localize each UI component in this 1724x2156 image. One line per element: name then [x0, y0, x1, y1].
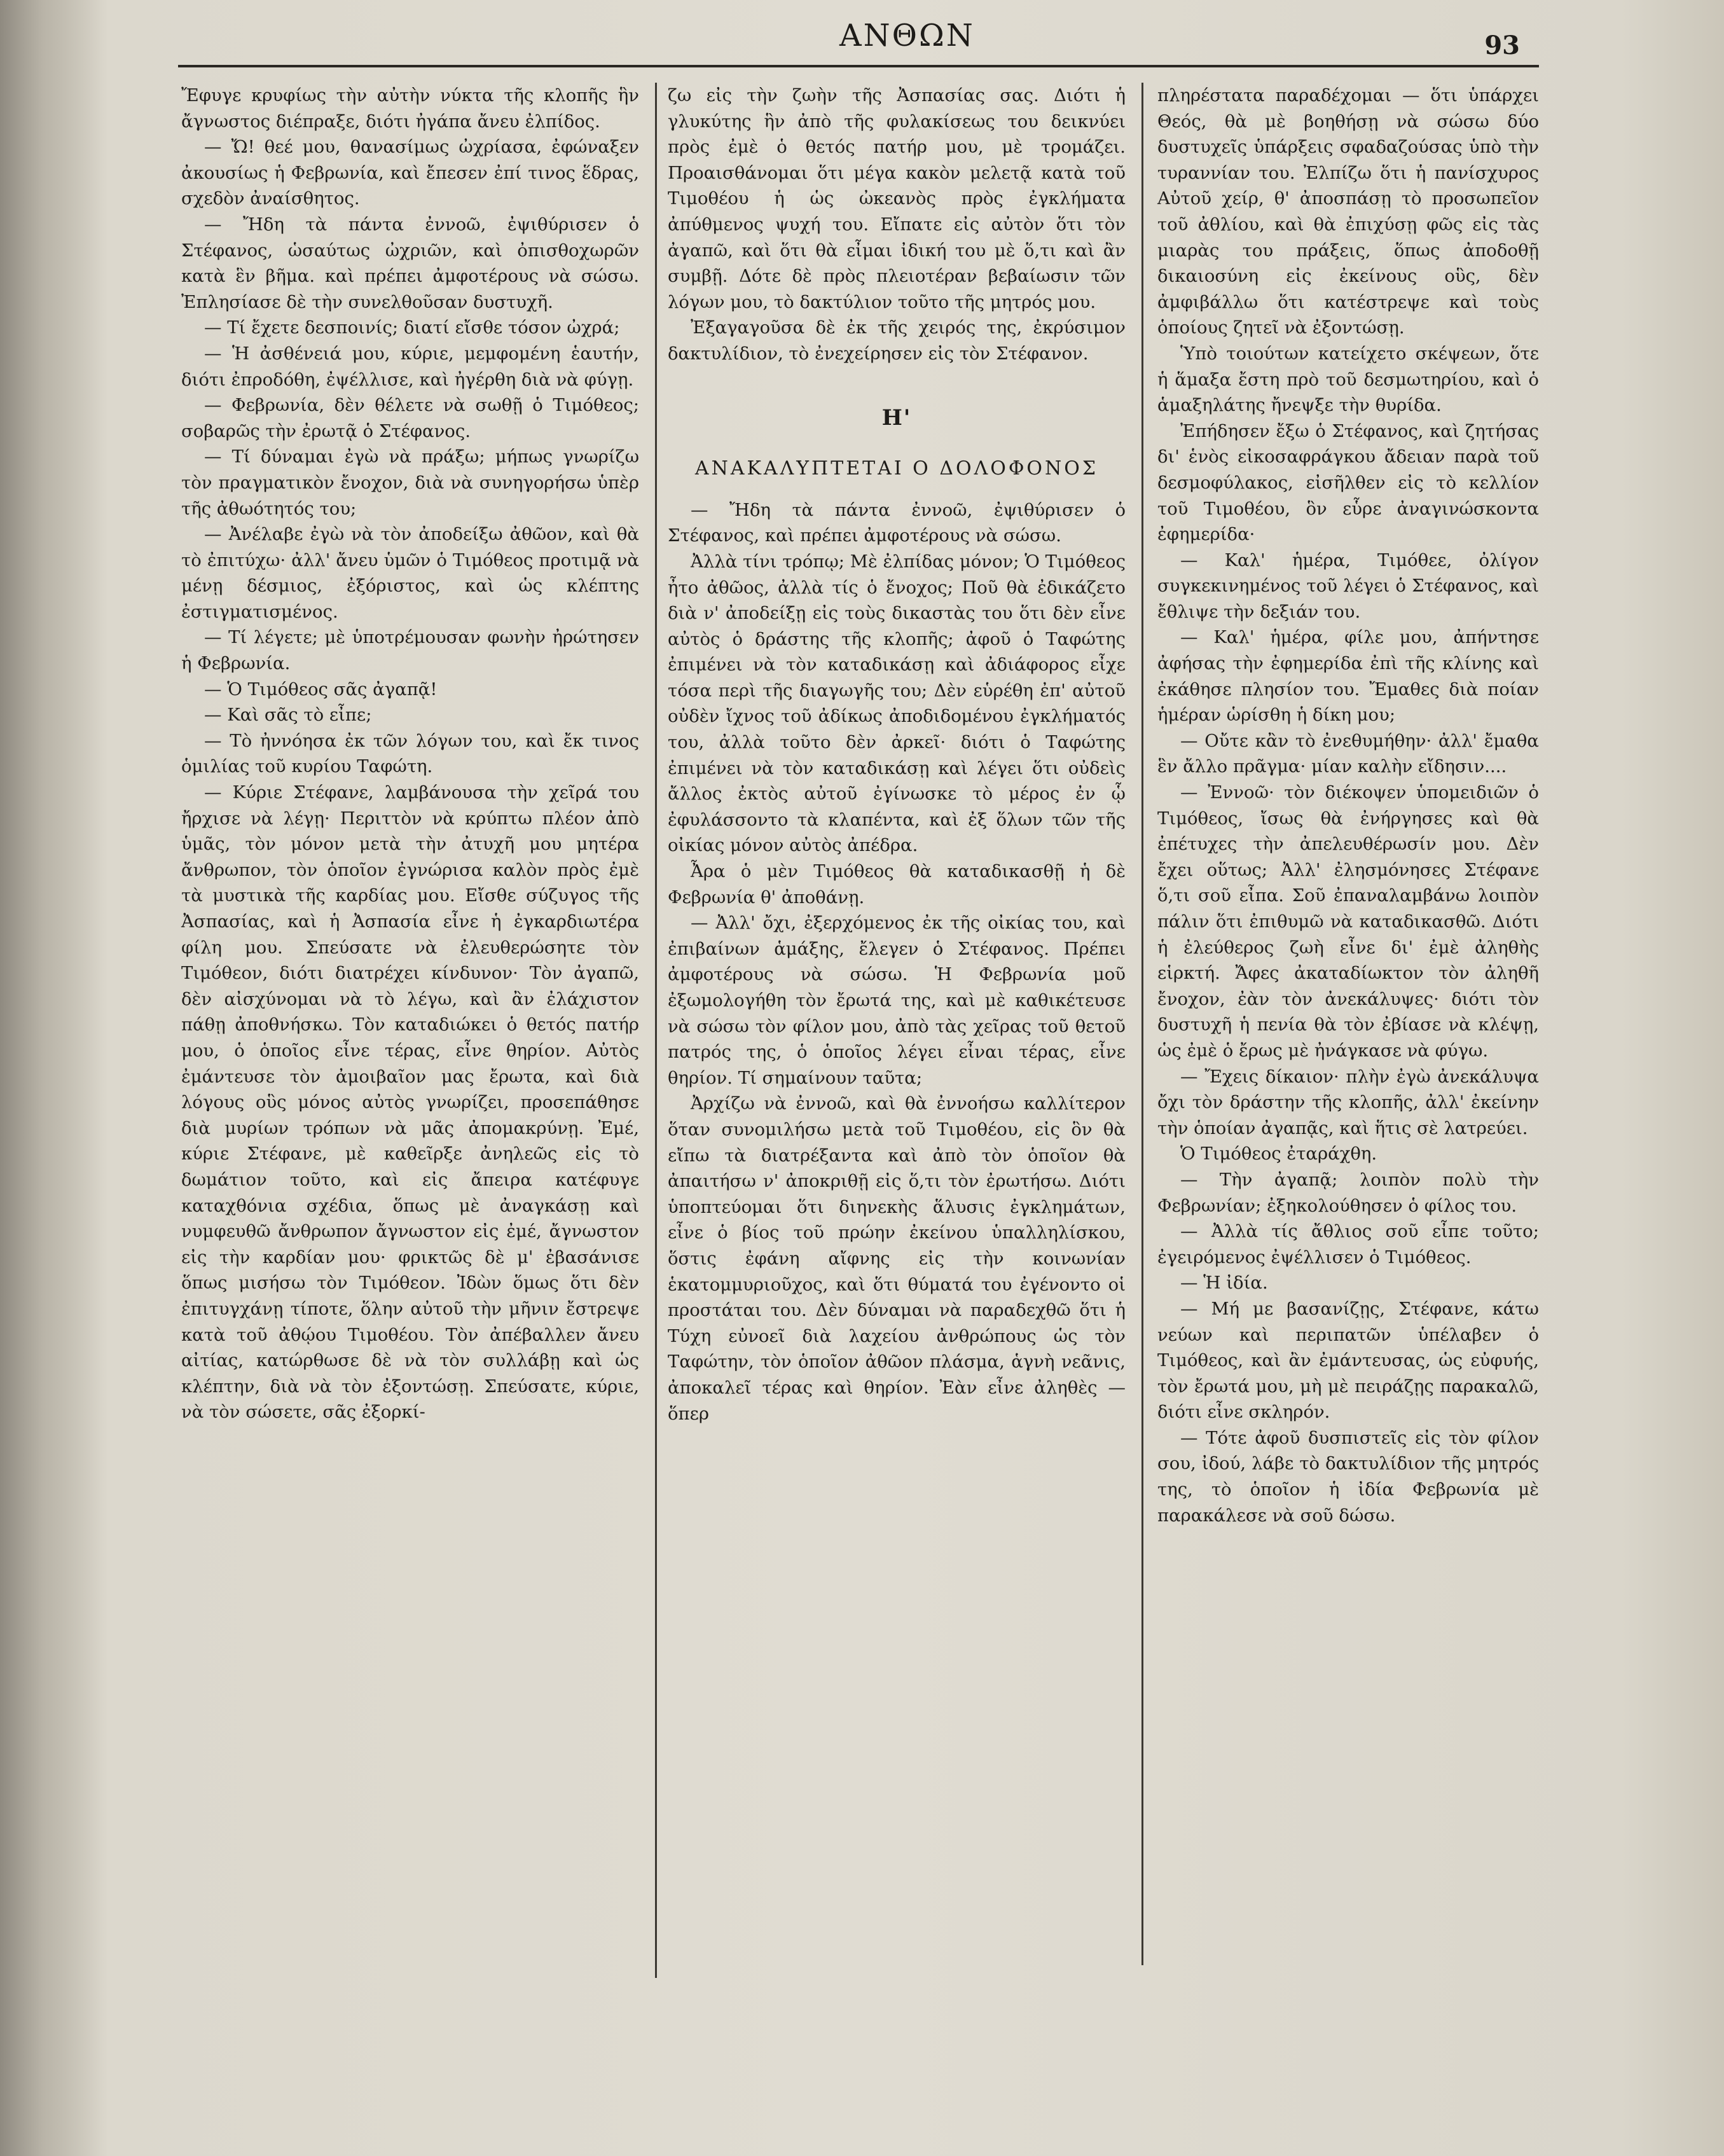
paragraph: — Μή με βασανίζῃς, Στέφανε, κάτω νεύων καὶ περιπατῶν ὑπέλαβεν ὁ Τιμόθεος, καὶ ἂν ἐμάντευσας, ὡς εὐφυής, τὸν ἔρωτά μου, μὴ μὲ πειράζῃς παρακαλῶ, διότι εἶνε σκληρόν.: [1157, 1298, 1539, 1423]
column-3: [1157, 83, 1539, 1991]
paragraph: — Καλ' ἡμέρα, φίλε μου, ἀπήντησε ἀφήσας τὴν ἐφημερίδα ἐπὶ τῆς κλίνης καὶ ἐκάθησε πλησίον του. Ἔμαθες διὰ ποίαν ἡμέραν ὡρίσθη ἡ δίκη μου;: [1157, 627, 1539, 726]
paragraph: — Καὶ σᾶς τὸ εἶπε;: [204, 705, 372, 726]
paragraph: — Τὸ ἠννόησα ἐκ τῶν λόγων του, καὶ ἔκ τινος ὁμιλίας τοῦ κυρίου Ταφώτη.: [181, 730, 639, 777]
paragraph: — Ἤδη τὰ πάντα ἐννοῶ, ἐψιθύρισεν ὁ Στέφανος, ὡσαύτως ὠχριῶν, καὶ ὀπισθοχωρῶν κατὰ ἓν βῆμα. καὶ πρέπει ἀμφοτέρους νὰ σώσω. Ἐπλησίασε δὲ τὴν συνελθοῦσαν δυστυχῆ.: [181, 214, 639, 312]
paragraph: — Φεβρωνία, δὲν θέλετε νὰ σωθῇ ὁ Τιμόθεος; σοβαρῶς τὴν ἐρωτᾷ ὁ Στέφανος.: [181, 395, 639, 441]
page-header: [178, 6, 1539, 73]
paragraph: — Ἡ ἀσθένειά μου, κύριε, μεμφομένη ἑαυτήν, διότι ἐπροδόθη, ἐψέλλισε, καὶ ἠγέρθη διὰ νὰ φύγῃ.: [181, 343, 639, 390]
paragraph: Ἔφυγε κρυφίως τὴν αὐτὴν νύκτα τῆς κλοπῆς ἣν ἄγνωστος διέπραξε, διότι ἠγάπα ἄνευ ἐλπίδος.: [181, 85, 639, 132]
paragraph: — Τί ἔχετε δεσποινίς; διατί εἴσθε τόσον ὠχρά;: [204, 317, 620, 338]
paragraph: — Καλ' ἡμέρα, Τιμόθεε, ὀλίγον συγκεκινημένος τοῦ λέγει ὁ Στέφανος, καὶ ἔθλιψε τὴν δεξιάν του.: [1157, 549, 1539, 622]
paragraph: — Τότε ἀφοῦ δυσπιστεῖς εἰς τὸν φίλον σου, ἰδού, λάβε τὸ δακτυλίδιον τῆς μητρός της, τὸ ὁποῖον ἡ ἰδία Φεβρωνία μὲ παρακάλεσε νὰ σοῦ δώσω.: [1157, 1427, 1539, 1526]
paragraph: Ἀρχίζω νὰ ἐννοῶ, καὶ θὰ ἐννοήσω καλλίτερον ὅταν συνομιλήσω μετὰ τοῦ Τιμοθέου, εἰς ὃν θὰ εἴπω τὰ διατρέξαντα καὶ ἀπὸ τὸν ὁποῖον θὰ ἀπαιτήσω ν' ἀποκριθῇ εἰς ὅ,τι τὸν ἐρωτήσω. Διότι ὑποπτεύομαι ὅτι διηνεκὴς ἅλυσις ἐγκλημάτων, εἶνε ὁ βίος τοῦ πρώην ἐκείνου ὑπαλληλίσκου, ὅστις ἐφάνη αἴφνης εἰς τὴν κοινωνίαν ἑκατομμυριοῦχος, καὶ ὅτι θύματά του ἐγένοντο οἱ προστάται του. Δὲν δύναμαι νὰ παραδεχθῶ ὅτι ἡ Τύχη εὐνοεῖ διὰ λαχείου ἀνθρώπους ὡς τὸν Ταφώτην, τὸν ὁποῖον ἀθῶον πλάσμα, ἁγνὴ νεᾶνις, ἀποκαλεῖ τέρας καὶ θηρίον. Ἐὰν εἶνε ἀληθὲς — ὅπερ: [668, 1093, 1126, 1424]
column-divider: [1141, 83, 1143, 1965]
header-rule: [178, 65, 1539, 67]
binding-shadow: [0, 0, 108, 2156]
paragraph: — Ὤ! θεέ μου, θανασίμως ὠχρίασα, ἐφώναξεν ἀκουσίως ἡ Φεβρωνία, καὶ ἔπεσεν ἐπί τινος ἕδρας, σχεδὸν ἀναίσθητος.: [181, 137, 639, 209]
paragraph: — Ἤδη τὰ πάντα ἐννοῶ, ἐψιθύρισεν ὁ Στέφανος, καὶ πρέπει ἀμφοτέρους νὰ σώσω.: [668, 499, 1126, 546]
column-divider: [655, 83, 657, 1978]
paragraph: — Ἀνέλαβε ἐγὼ νὰ τὸν ἀποδείξω ἀθῶον, καὶ θὰ τὸ ἐπιτύχω· ἀλλ' ἄνευ ὑμῶν ὁ Τιμόθεος προτιμᾷ νὰ μένῃ δέσμιος, ἐξόριστος, καὶ ὡς κλέπτης ἐστιγματισμένος.: [181, 524, 639, 622]
paragraph: Ὁ Τιμόθεος ἐταράχθη.: [1180, 1144, 1377, 1164]
paragraph: — Ἀλλὰ τίς ἄθλιος σοῦ εἶπε τοῦτο; ἐγειρόμενος ἐψέλλισεν ὁ Τιμόθεος.: [1157, 1221, 1539, 1268]
paragraph: — Τί λέγετε; μὲ ὑποτρέμουσαν φωνὴν ἠρώτησεν ἡ Φεβρωνία.: [181, 627, 639, 674]
chapter-number: Η': [881, 404, 912, 431]
paragraph: Ἀλλὰ τίνι τρόπῳ; Μὲ ἐλπίδας μόνον; Ὁ Τιμόθεος ἦτο ἀθῶος, ἀλλὰ τίς ὁ ἔνοχος; Ποῦ θὰ ἐδικάζετο διὰ ν' ἀποδείξῃ εἰς τοὺς δικαστὰς του ὅτι δὲν εἶνε αὐτὸς ὁ δράστης τῆς κλοπῆς; ἀφοῦ ὁ Ταφώτης ἐπιμένει νὰ τὸν καταδικάσῃ καὶ ἀδιάφορος εἶχε τόσα περὶ τῆς διαγωγῆς του; Δὲν εὑρέθη ἐπ' αὐτοῦ οὐδὲν ἴχνος τοῦ ἀδίκως ἀποδιδομένου ἐγκλήματός του, ἀλλὰ τοῦτο δὲν ἀρκεῖ· διότι ὁ Ταφώτης ἐπιμένει νὰ τὸν καταδικάσῃ καὶ λέγει ὅτι οὐδεὶς ἄλλος ἐκτὸς αὐτοῦ ἐγίνωσκε τὸ μέρος ἐν ᾧ ἐφυλάσσοντο τὰ κλαπέντα, καὶ ἐξ ὅλων τῶν τῆς οἰκίας μόνον αὐτὸς ἀπέδρα.: [668, 551, 1126, 856]
paragraph: — Ἀλλ' ὄχι, ἐξερχόμενος ἐκ τῆς οἰκίας του, καὶ ἐπιβαίνων ἁμάξης, ἔλεγεν ὁ Στέφανος. Πρέπει ἀμφοτέρους νὰ σώσω. Ἡ Φεβρωνία μοῦ ἐξωμολογήθη τὸν ἔρωτά της, καὶ μὲ καθικέτευσε νὰ σώσω τὸν φίλον μου, ἀπὸ τὰς χεῖρας τοῦ θετοῦ πατρός της, ὁ ὁποῖος λέγει εἶναι τέρας, εἶνε θηρίον. Τί σημαίνουν ταῦτα;: [668, 913, 1126, 1088]
paragraph: — Ἐννοῶ· τὸν διέκοψεν ὑπομειδιῶν ὁ Τιμόθεος, ἴσως θὰ ἐνήργησες καὶ θὰ ἐπέτυχες τὴν ἀπελευθέρωσίν μου. Δὲν ἔχει οὕτως; Ἀλλ' ἐλησμόνησες Στέφανε ὅ,τι σοῦ εἶπα. Σοῦ ἐπαναλαμβάνω λοιπὸν πάλιν ὅτι ἐπιθυμῶ νὰ καταδικασθῶ. Διότι ἡ ἐλεύθερος ζωὴ εἶνε δι' ἐμὲ ἀληθὴς εἱρκτή. Ἄφες ἀκαταδίωκτον τὸν ἀληθῆ ἔνοχον, ἐὰν τὸν ἀνεκάλυψες· διότι τὸν δυστυχῆ ἡ πενία θὰ τὸν ἐβίασε νὰ κλέψῃ, ὡς ἐμὲ ὁ ἔρως μὲ ἠνάγκασε νὰ φύγω.: [1157, 782, 1539, 1061]
paragraph: — Οὔτε κἂν τὸ ἐνεθυμήθην· ἀλλ' ἔμαθα ἓν ἄλλο πρᾶγμα· μίαν καλὴν εἴδησιν....: [1157, 730, 1539, 777]
paragraph: Ὑπὸ τοιούτων κατείχετο σκέψεων, ὅτε ἡ ἅμαξα ἔστη πρὸ τοῦ δεσμωτηρίου, καὶ ὁ ἁμαξηλάτης ἤνεψξε τὴν θυρίδα.: [1157, 343, 1539, 416]
paragraph: — Ἡ ἰδία.: [1180, 1273, 1268, 1294]
paragraph: — Τί δύναμαι ἐγὼ νὰ πράξω; μήπως γνωρίζω τὸν πραγματικὸν ἔνοχον, διὰ νὰ συνηγορήσω ὑπὲρ τῆς ἀθωότητός του;: [181, 446, 639, 519]
paragraph: — Ἔχεις δίκαιον· πλὴν ἐγὼ ἀνεκάλυψα ὄχι τὸν δράστην τῆς κλοπῆς, ἀλλ' ἐκείνην τὴν ὁποίαν ἀγαπᾷς, καὶ ἥτις σὲ λατρεύει.: [1157, 1066, 1539, 1138]
paragraph: — Ὁ Τιμόθεος σᾶς ἀγαπᾷ!: [204, 679, 438, 700]
paragraph: — Κύριε Στέφανε, λαμβάνουσα τὴν χεῖρά του ἤρχισε νὰ λέγῃ· Περιττὸν νὰ κρύπτω πλέον ἀπὸ ὑμᾶς, τὸν μόνον μετὰ τὴν ἀτυχῆ μου μητέρα ἄνθρωπον, τὸν ὁποῖον ἐγνώρισα καλὸν πρὸς ἐμὲ τὰ μυστικὰ τῆς καρδίας μου. Εἴσθε σύζυγος τῆς Ἀσπασίας, καὶ ἡ Ἀσπασία εἶνε ἡ ἐγκαρδιωτέρα φίλη μου. Σπεύσατε νὰ ἐλευθερώσητε τὸν Τιμόθεον, διότι διατρέχει κίνδυνον· Τὸν ἀγαπῶ, δὲν αἰσχύνομαι νὰ τὸ λέγω, καὶ ἂν ἐλάχιστον πάθῃ ἀποθνήσκω. Τὸν καταδιώκει ὁ θετός πατήρ μου, ὁ ὁποῖος εἶνε τέρας, εἶνε θηρίον. Αὐτὸς ἐμάντευσε τὸν ἀμοιβαῖον μας ἔρωτα, καὶ διὰ λόγους οὓς μόνος αὐτὸς γνωρίζει, προσεπάθησε διὰ μυρίων τρόπων νὰ μᾶς ἀπομακρύνῃ. Ἐμέ, κύριε Στέφανε, μὲ καθεῖρξε ἀνηλεῶς εἰς τὸ δωμάτιον τοῦτο, καὶ εἰς ἄπειρα κατέφυγε καταχθόνια σχέδια, ὅπως μὲ ἀναγκάσῃ καὶ νυμφευθῶ ἄνθρωπον ἄγνωστον εἰς ἐμέ, ἄγνωστον εἰς τὴν καρδίαν μου· φρικτῶς δὲ μ' ἐβασάνισε ὅπως μισήσω τὸν Τιμόθεον. Ἰδὼν ὅμως ὅτι δὲν ἐπιτυγχάνῃ τίποτε, ὅλην αὐτοῦ τὴν μῆνιν ἔστρεψε κατὰ τοῦ ἀθῴου Τιμοθέου. Τὸν ἀπέβαλλεν ἄνευ αἰτίας, κατώρθωσε δὲ νὰ τὸν συλλάβῃ καὶ ὡς κλέπτην, διὰ νὰ τὸν ἐξοντώσῃ. Σπεύσατε, κύριε, νὰ τὸν σώσετε, σᾶς ἐξορκί-: [181, 782, 639, 1423]
page-number: 93: [1484, 31, 1520, 60]
paragraph: Ἐπήδησεν ἔξω ὁ Στέφανος, καὶ ζητήσας δι' ἑνὸς εἰκοσαφράγκου ἄδειαν παρὰ τοῦ δεσμοφύλακος, εἰσῆλθεν εἰς τὸ κελλίον τοῦ Τιμοθέου, ὃν εὗρε ἀναγινώσκοντα ἐφημερίδα·: [1157, 420, 1539, 545]
paragraph: ζω εἰς τὴν ζωὴν τῆς Ἀσπασίας σας. Διότι ἡ γλυκύτης ἣν ἀπὸ τῆς φυλακίσεως του δεικνύει πρὸς ἐμὲ ὁ θετός πατήρ μου, μὲ τρομάζει. Προαισθάνομαι ὅτι μέγα κακὸν μελετᾷ κατὰ τοῦ Τιμοθέου ἡ ὡς ὠκεανὸς πρὸς ἐγκλήματα ἀπύθμενος ψυχή του. Εἴπατε εἰς αὐτὸν ὅτι τὸν ἀγαπῶ, καὶ ὅτι θὰ εἶμαι ἰδική του μὲ ὅ,τι καὶ ἂν συμβῇ. Δότε δὲ πρὸς πλειοτέραν βεβαίωσιν τῶν λόγων μου, τὸ δακτύλιον τοῦτο τῆς μητρός μου.: [668, 85, 1126, 312]
paragraph: — Τὴν ἀγαπᾷ; λοιπὸν πολὺ τὴν Φεβρωνίαν; ἐξηκολούθησεν ὁ φίλος του.: [1157, 1169, 1539, 1216]
paragraph: Ἐξαγαγοῦσα δὲ ἐκ τῆς χειρός της, ἐκρύσιμον δακτυλίδιον, τὸ ἐνεχείρησεν εἰς τὸν Στέφανον.: [668, 317, 1126, 364]
running-title: ΑΝΘΩΝ: [839, 18, 975, 53]
column-2: [668, 83, 1126, 1991]
column-1: [181, 83, 639, 1991]
paragraph: πληρέστατα παραδέχομαι — ὅτι ὑπάρχει Θεός, θὰ μὲ βοηθήσῃ νὰ σώσω δύο δυστυχεῖς ὑπάρξεις σφαδαζούσας ὑπὸ τὴν τυραννίαν του. Ἐλπίζω ὅτι ἡ πανίσχυρος Αὐτοῦ χείρ, θ' ἀποσπάσῃ τὸ προσωπεῖον τοῦ ἀθλίου, καὶ θὰ ἐπιχύσῃ φῶς εἰς τὰς μιαρὰς του πράξεις, ὅπως ἀποδοθῇ δικαιοσύνη εἰς ἐκείνους οὓς, δὲν ἀμφιβάλλω ὅτι κατέστρεψε καὶ τοὺς ὁποίους ζητεῖ νὰ ἐξοντώσῃ.: [1157, 85, 1539, 338]
paragraph: Ἆρα ὁ μὲν Τιμόθεος θὰ καταδικασθῇ ἡ δὲ Φεβρωνία θ' ἀποθάνῃ.: [668, 861, 1126, 908]
chapter-title: ΑΝΑΚΑΛΥΠΤΕΤΑΙ Ο ΔΟΛΟΦΟΝΟΣ: [694, 457, 1099, 480]
